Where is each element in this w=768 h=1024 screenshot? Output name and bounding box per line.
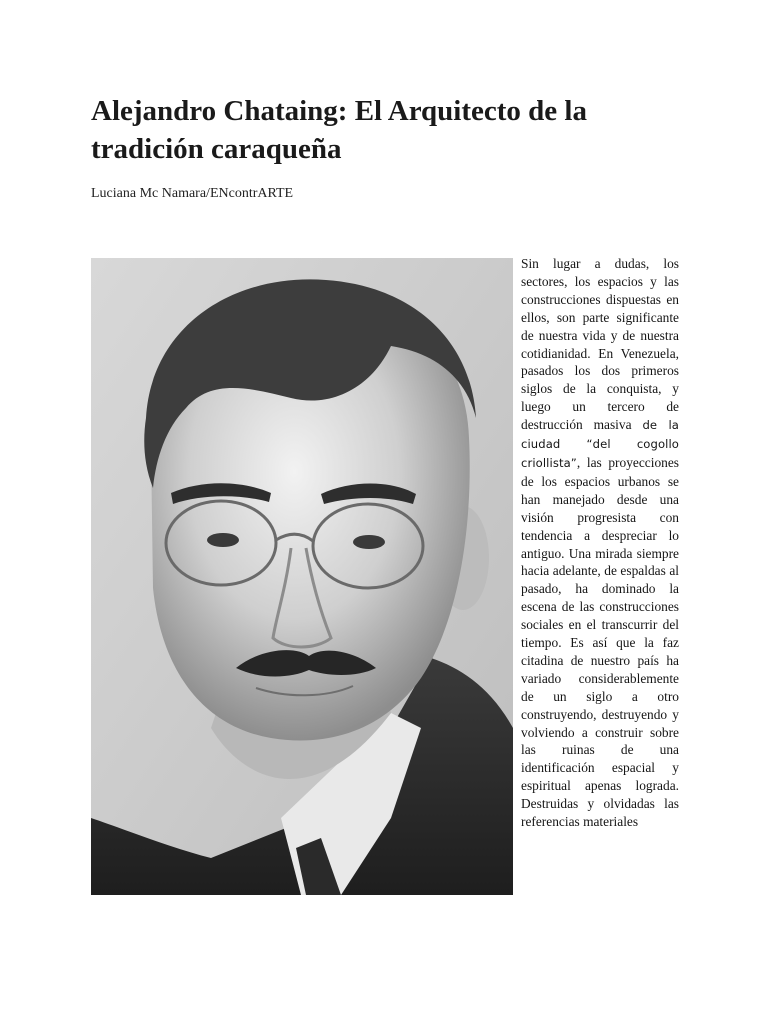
portrait-image — [91, 258, 513, 895]
article-body-part2: , las proyecciones de los espacios urbanos se han manejado desde una visión progresista con tendencia a despreciar lo antiguo. Una mirada siempre hacia adelante, de espaldas al pasado, ha dominado la escena de las construcciones sociales en el transcurrir del tiempo. Es así que la faz citadina de nuestro país ha variado considerablemente de un siglo a otro construyendo, destruyendo y volviendo a construir sobre las ruinas de una identificación espacial y espiritual apenas lograda. Destruidas y olvidadas las referencias materiales — [521, 454, 679, 830]
portrait-photo — [91, 258, 513, 895]
article-author: Luciana Mc Namara/ENcontrARTE — [91, 186, 294, 201]
article-body — [521, 255, 679, 831]
article-body-part1: Sin lugar a dudas, los sectores, los espacios y las construcciones dispuestas en ellos, son parte significante de nuestra vida y de nuestra cotidianidad. En Venezuela, pasados los dos primeros siglos de la conquista, y luego un tercero de destrucción masiva — [521, 256, 679, 433]
article-body-quote: de la ciudad “del cogollo criollista” — [521, 418, 679, 470]
article-title: Alejandro Chataing: El Arquitecto de la tradición caraqueña — [91, 95, 587, 165]
